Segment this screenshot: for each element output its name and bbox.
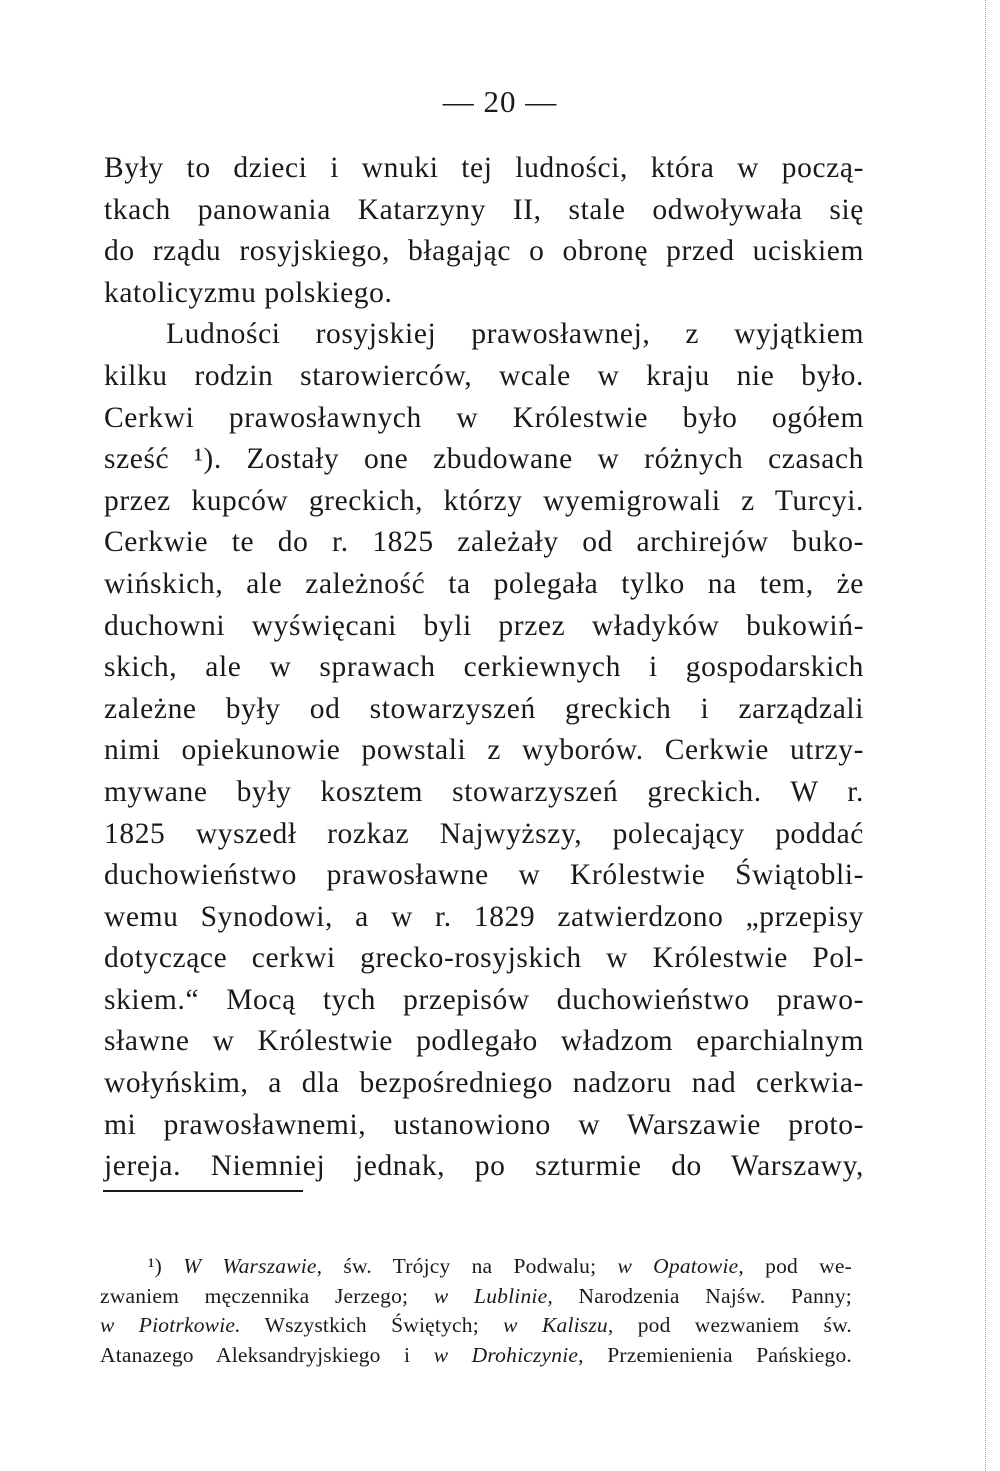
text-line: wołyńskim, a dla bezpośredniego nadzoru nad cerkwia- [104, 1067, 864, 1100]
footnote-mark: ¹) [148, 1254, 163, 1278]
main-text [104, 148, 864, 1188]
text-line: sześć ¹). Zostały one zbudowane w różnych czasach [104, 443, 864, 476]
text-line: skich, ale w sprawach cerkiewnych i gospodarskich [104, 651, 864, 684]
text-line: kilku rodzin starowierców, wcale w kraju nie było. [104, 359, 864, 392]
footnote-segment: w Opatowie, [617, 1254, 744, 1278]
footnote-divider [103, 1190, 303, 1192]
text-line: tkach panowania Katarzyny II, stale odwoływała się [104, 193, 864, 226]
footnote-segment: pod we- [743, 1254, 852, 1278]
footnote-line [100, 1252, 852, 1282]
footnote-segment: zwaniem męczennika Jerzego; [100, 1283, 434, 1308]
footnote [100, 1252, 852, 1370]
footnote-segment: św. Trójcy na Podwalu; [322, 1254, 618, 1278]
footnote-segment: Atanazego Aleksandryjskiego i [100, 1342, 434, 1367]
footnote-segment: Narodzenia Najśw. Panny; [552, 1283, 852, 1308]
text-line: mywane były kosztem stowarzyszeń greckich. W r. [104, 775, 864, 808]
text-line: mi prawosławnemi, ustanowiono w Warszawie proto- [104, 1108, 864, 1141]
text-line: Cerkwi prawosławnych w Królestwie było ogółem [104, 401, 864, 434]
text-line: Były to dzieci i wnuki tej ludności, która w począ- [104, 152, 864, 184]
footnote-segment: w Drohiczynie, [433, 1342, 584, 1367]
footnote-segment: pod wezwaniem św. [613, 1313, 852, 1337]
text-line: zależne były od stowarzyszeń greckich i zarządzali [104, 692, 864, 725]
text-line: nimi opiekunowie powstali z wyborów. Cerkwie utrzy- [104, 734, 864, 767]
footnote-segment: w Piotrkowie. [100, 1313, 241, 1337]
text-line: przez kupców greckich, którzy wyemigrowali z Turcyi. [104, 484, 864, 517]
text-line: wińskich, ale zależność ta polegała tylko na tem, że [104, 567, 864, 600]
footnote-segment: Wszystkich Świętych; [240, 1313, 504, 1337]
text-line: dotyczące cerkwi grecko-rosyjskich w Królestwie Pol- [104, 942, 864, 975]
text-line: wemu Synodowi, a w r. 1829 zatwierdzono „przepisy [104, 900, 864, 933]
footnote-line [100, 1311, 852, 1341]
footnote-line [100, 1282, 852, 1312]
text-line: Ludności rosyjskiej prawosławnej, z wyjątkiem [166, 318, 864, 351]
footnote-segment: W Warszawie, [183, 1254, 323, 1278]
text-line: katolicyzmu polskiego. [104, 276, 393, 309]
footnote-segment: w Lublinie, [433, 1283, 553, 1308]
text-line: do rządu rosyjskiego, błagając o obronę przed uciskiem [104, 235, 864, 268]
text-line: sławne w Królestwie podlegało władzom eparchialnym [104, 1025, 864, 1058]
page-edge [985, 0, 1000, 1471]
footnote-line [100, 1341, 852, 1371]
footnote-segment: w Kaliszu, [503, 1313, 614, 1337]
text-line: 1825 wyszedł rozkaz Najwyższy, polecający poddać [104, 817, 864, 850]
text-line: skiem.“ Mocą tych przepisów duchowieństwo prawo- [104, 983, 864, 1016]
page-number: — 20 — [442, 84, 558, 119]
text-line: jereja. Niemniej jednak, po szturmie do Warszawy, [104, 1150, 864, 1183]
footnote-segment: Przemienienia Pańskiego. [583, 1342, 852, 1367]
text-line: duchowieństwo prawosławne w Królestwie Świątobli- [104, 859, 864, 892]
text-line: duchowni wyświęcani byli przez władyków bukowiń- [104, 609, 864, 642]
text-line: Cerkwie te do r. 1825 zależały od archirejów buko- [104, 526, 864, 559]
